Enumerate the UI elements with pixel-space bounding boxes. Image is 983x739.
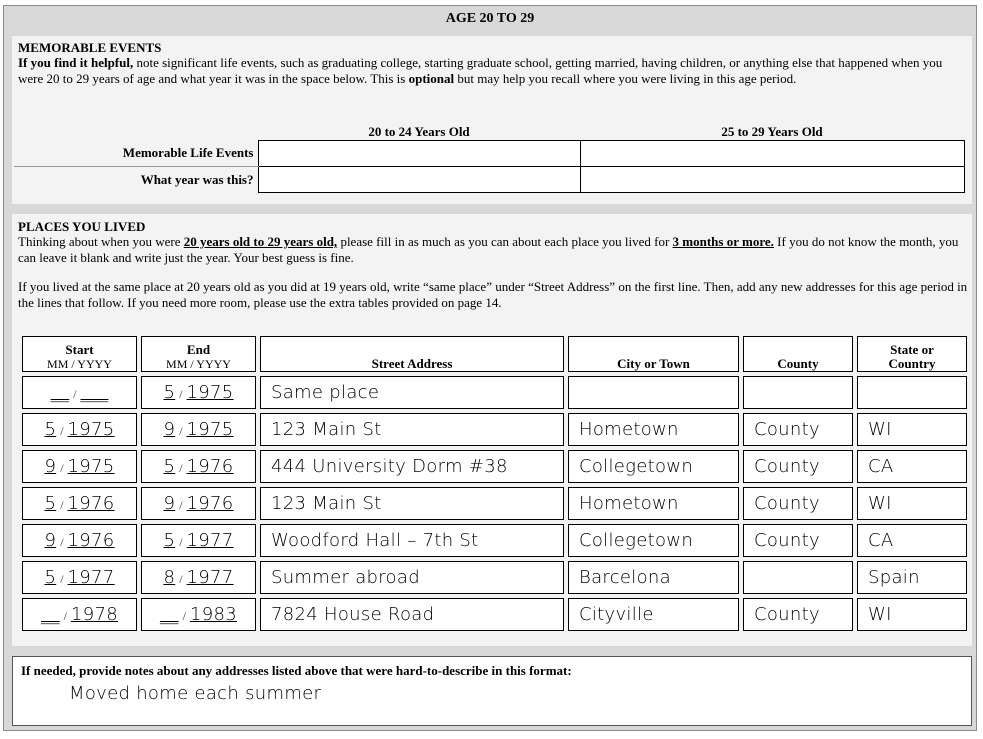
state-value: CA	[868, 456, 894, 477]
state-field[interactable]	[857, 376, 967, 409]
year-value: 1975	[186, 419, 234, 440]
city-field[interactable]	[568, 598, 739, 631]
month-value: 5	[44, 567, 57, 588]
year-value: 1976	[186, 456, 234, 477]
start-date-field[interactable]	[22, 450, 137, 483]
county-value: County	[754, 604, 820, 625]
month-value: __	[41, 604, 60, 625]
intro-bold: If you find it helpful,	[18, 55, 134, 70]
street-address-value: Woodford Hall – 7th St	[271, 530, 479, 551]
start-date-field[interactable]	[22, 524, 137, 557]
notes-panel	[12, 656, 972, 726]
end-date-field[interactable]	[141, 561, 256, 594]
memorable-events-panel	[12, 36, 972, 204]
intro-optional: optional	[408, 71, 455, 86]
end-header	[141, 336, 256, 372]
state-field[interactable]	[857, 450, 967, 483]
county-value: County	[754, 530, 820, 551]
start-date-field[interactable]	[22, 487, 137, 520]
state-header-line1: State or	[890, 342, 934, 357]
street-address-value: 7824 House Road	[271, 604, 435, 625]
month-value: 5	[163, 456, 176, 477]
memorable-events-20-24-field[interactable]	[258, 141, 580, 167]
end-date-field[interactable]	[141, 376, 256, 409]
city-value: Cityville	[579, 604, 654, 625]
notes-label: If needed, provide notes about any addresses listed above that were hard-to-describe in this format:	[21, 663, 572, 678]
month-value: 8	[163, 567, 176, 588]
city-value: Barcelona	[579, 567, 671, 588]
table-row	[22, 561, 967, 594]
places-intro-age: 20 years old to 29 years old,	[183, 234, 338, 249]
end-date-field[interactable]	[141, 524, 256, 557]
year-value: 1975	[186, 382, 234, 403]
start-header-label: Start	[65, 342, 94, 357]
city-field[interactable]	[568, 487, 739, 520]
county-field[interactable]	[743, 598, 853, 631]
county-field[interactable]	[743, 413, 853, 446]
places-instructions: If you lived at the same place at 20 years old as you did at 19 years old, write “same place” under “Street Address” on the first line. Then, add any new addresses for this age period in the lines that follow. If you need more room, please use the extra tables provided on page 14.	[18, 279, 968, 310]
start-date-field[interactable]	[22, 376, 137, 409]
county-field[interactable]	[743, 524, 853, 557]
end-date-field[interactable]	[141, 487, 256, 520]
date-separator: /	[179, 535, 183, 549]
month-value: 5	[44, 493, 57, 514]
start-date-field[interactable]	[22, 561, 137, 594]
year-value: 1977	[67, 567, 115, 588]
date-separator: /	[179, 424, 183, 438]
year-value: 1983	[189, 604, 237, 625]
end-header-format: MM / YYYY	[166, 357, 231, 371]
date-separator: /	[60, 498, 64, 512]
places-table	[18, 332, 971, 635]
end-date-field[interactable]	[141, 413, 256, 446]
table-row	[22, 524, 967, 557]
state-field[interactable]	[857, 487, 967, 520]
city-value: Collegetown	[579, 456, 694, 477]
memorable-life-events-label: Memorable Life Events	[14, 141, 258, 167]
state-value: Spain	[868, 567, 920, 588]
date-separator: /	[179, 461, 183, 475]
date-separator: /	[60, 535, 64, 549]
county-field[interactable]	[743, 450, 853, 483]
start-date-field[interactable]	[22, 598, 137, 631]
blank-header	[14, 124, 258, 141]
month-value: 9	[163, 493, 176, 514]
table-row	[22, 376, 967, 409]
year-value: 1977	[186, 567, 234, 588]
places-intro-months: 3 months or more.	[672, 234, 774, 249]
city-field[interactable]	[568, 524, 739, 557]
county-value: County	[754, 456, 820, 477]
year-value: 1976	[67, 493, 115, 514]
year-value: 1975	[67, 419, 115, 440]
city-value: Hometown	[579, 419, 679, 440]
month-value: 5	[44, 419, 57, 440]
date-separator: /	[73, 387, 77, 401]
start-header	[22, 336, 137, 372]
start-header-format: MM / YYYY	[47, 357, 112, 371]
month-value: __	[50, 382, 70, 403]
month-value: 9	[163, 419, 176, 440]
date-separator: /	[179, 387, 183, 401]
month-value: 9	[44, 456, 57, 477]
table-row	[22, 450, 967, 483]
notes-field[interactable]: Moved home each summer	[69, 683, 322, 704]
street-address-field[interactable]	[260, 524, 564, 557]
state-value: WI	[868, 493, 892, 514]
year-20-24-field[interactable]	[258, 167, 580, 193]
date-separator: /	[60, 424, 64, 438]
month-value: 9	[44, 530, 57, 551]
city-field[interactable]	[568, 561, 739, 594]
table-row	[22, 413, 967, 446]
memorable-events-25-29-field[interactable]	[580, 141, 964, 167]
date-separator: /	[179, 498, 183, 512]
street-address-field[interactable]	[260, 413, 564, 446]
street-address-field[interactable]	[260, 561, 564, 594]
what-year-label: What year was this?	[140, 171, 254, 187]
date-separator: /	[63, 609, 67, 623]
street-address-value: 123 Main St	[271, 419, 382, 440]
city-header: City or Town	[568, 336, 739, 372]
state-value: WI	[868, 419, 892, 440]
city-field[interactable]	[568, 450, 739, 483]
year-value: 1977	[186, 530, 234, 551]
places-intro-e: If you do not know the month, you can leave it blank and write just the year. Your best guess is fine.	[18, 234, 959, 265]
year-value: 1976	[67, 530, 115, 551]
county-header: County	[743, 336, 853, 372]
city-field[interactable]	[568, 376, 739, 409]
state-value: CA	[868, 530, 894, 551]
state-field[interactable]	[857, 598, 967, 631]
county-field[interactable]	[743, 561, 853, 594]
end-date-field[interactable]	[141, 598, 256, 631]
places-intro-c: please fill in as much as you can about each place you lived for	[337, 234, 673, 249]
street-address-field[interactable]	[260, 376, 564, 409]
county-field[interactable]	[743, 376, 853, 409]
county-value: County	[754, 419, 820, 440]
city-value: Hometown	[579, 493, 679, 514]
street-address-field[interactable]	[260, 450, 564, 483]
end-date-field[interactable]	[141, 450, 256, 483]
places-lived-heading: PLACES YOU LIVED	[18, 219, 146, 234]
start-date-field[interactable]	[22, 413, 137, 446]
memorable-events-table	[14, 124, 965, 193]
street-address-value: Same place	[271, 382, 380, 403]
state-header-line2: Country	[888, 356, 936, 371]
month-value: 5	[163, 530, 176, 551]
table-row	[22, 598, 967, 631]
city-field[interactable]	[568, 413, 739, 446]
year-value: 1975	[67, 456, 115, 477]
year-value: ___	[80, 382, 109, 403]
city-value: Collegetown	[579, 530, 694, 551]
street-address-field[interactable]	[260, 598, 564, 631]
street-address-value: Summer abroad	[271, 567, 420, 588]
county-value: County	[754, 493, 820, 514]
state-value: WI	[868, 604, 892, 625]
state-header	[857, 336, 967, 372]
county-field[interactable]	[743, 487, 853, 520]
end-header-label: End	[186, 342, 211, 357]
col-25-29-header: 25 to 29 Years Old	[721, 124, 823, 139]
intro-text-end: but may help you recall where you were living in this age period.	[454, 71, 797, 86]
state-field[interactable]	[857, 561, 967, 594]
memorable-events-heading: MEMORABLE EVENTS	[18, 40, 162, 55]
age-section-frame	[3, 5, 977, 731]
places-lived-panel	[12, 214, 972, 646]
year-25-29-field[interactable]	[580, 167, 964, 193]
street-header: Street Address	[260, 336, 564, 372]
year-value: 1978	[70, 604, 118, 625]
places-intro-a: Thinking about when you were	[18, 234, 184, 249]
intro-text: note significant life events, such as graduating college, starting graduate school, getting married, having children, or anything else that happened when you were 20 to 29 years of age and what year it was in the space below. This is	[18, 55, 943, 86]
state-field[interactable]	[857, 413, 967, 446]
section-title: AGE 20 TO 29	[445, 11, 535, 26]
month-value: 5	[163, 382, 176, 403]
date-separator: /	[182, 609, 186, 623]
street-address-value: 123 Main St	[271, 493, 382, 514]
street-address-value: 444 University Dorm #38	[271, 456, 508, 477]
date-separator: /	[179, 572, 183, 586]
table-row	[22, 487, 967, 520]
year-value: 1976	[186, 493, 234, 514]
places-intro	[18, 234, 970, 266]
street-address-field[interactable]	[260, 487, 564, 520]
memorable-events-intro	[18, 55, 968, 87]
col-20-24-header: 20 to 24 Years Old	[368, 124, 470, 139]
state-field[interactable]	[857, 524, 967, 557]
month-value: __	[160, 604, 179, 625]
date-separator: /	[60, 461, 64, 475]
date-separator: /	[60, 572, 64, 586]
